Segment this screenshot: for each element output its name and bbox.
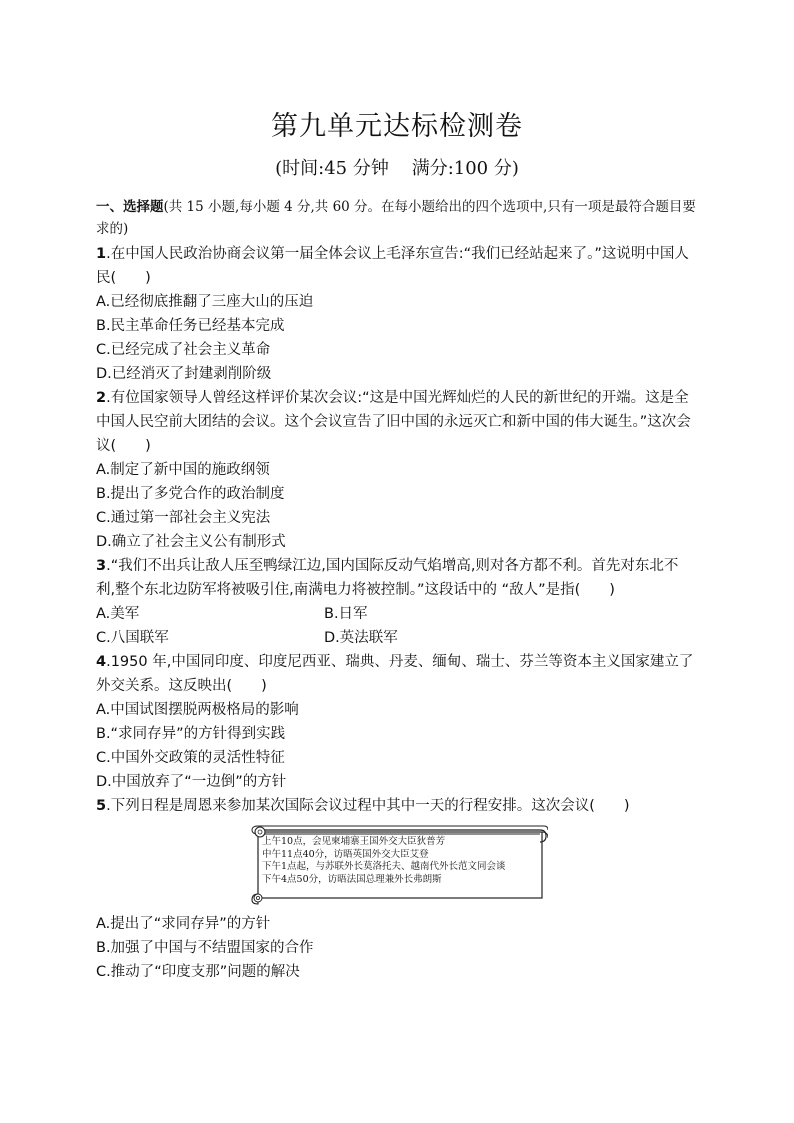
- schedule-scroll: [248, 820, 548, 906]
- question-number: 1: [96, 246, 107, 262]
- schedule-item: 下午1点起，与苏联外长莫洛托夫、越南代外长范文同会谈: [262, 861, 506, 872]
- section-heading: 一、选择题: [96, 199, 164, 215]
- question-text: .“我们不出兵让敌人压至鸭绿江边,国内国际反动气焰增高,则对各方都不利。首先对东北不利,整个东北边防军将被吸引住,南满电力将被控制。”这段话中的 “敌人”是指( ): [96, 558, 679, 598]
- page-title: 第九单元达标检测卷: [271, 111, 523, 142]
- option-d[interactable]: D.英法联军: [324, 630, 398, 646]
- option-b[interactable]: B.日军: [324, 606, 368, 622]
- question-number: 2: [96, 390, 107, 406]
- option-b[interactable]: B.提出了多党合作的政治制度: [96, 486, 285, 502]
- option-a[interactable]: A.制定了新中国的施政纲领: [96, 462, 270, 478]
- options-grid: [96, 602, 696, 650]
- option-a[interactable]: A.美军: [96, 606, 140, 622]
- question-3: [96, 554, 696, 602]
- question-number: 5: [96, 798, 107, 814]
- schedule-list: [262, 836, 546, 886]
- question-text: .下列日程是周恩来参加某次国际会议过程中其中一天的行程安排。这次会议( ): [106, 798, 630, 814]
- schedule-item: 中午11点40分，访晤英国外交大臣艾登: [262, 848, 429, 860]
- question-text: .有位国家领导人曾经这样评价某次会议:“这是中国光辉灿烂的人民的新世纪的开端。这是全中国人民空前大团结的会议。这个会议宣告了旧中国的永远灭亡和新中国的伟大诞生。”这次会议( ): [96, 390, 691, 454]
- option-b[interactable]: B.民主革命任务已经基本完成: [96, 318, 285, 334]
- question-number: 3: [96, 558, 107, 574]
- question-text: .在中国人民政治协商会议第一届全体会议上毛泽东宣告:“我们已经站起来了。”这说明中国人民( ): [96, 246, 689, 286]
- option-a[interactable]: A.已经彻底推翻了三座大山的压迫: [96, 294, 314, 310]
- option-d[interactable]: D.中国放弃了“一边倒”的方针: [96, 774, 287, 790]
- section-header: [96, 196, 696, 240]
- question-1: [96, 242, 696, 290]
- exam-info: (时间:45 分钟 满分:100 分): [275, 158, 519, 179]
- option-c[interactable]: C.已经完成了社会主义革命: [96, 342, 271, 358]
- schedule-item: 下午4点50分，访晤法国总理兼外长弗朗斯: [262, 873, 442, 885]
- option-a[interactable]: A.提出了“求同存异”的方针: [96, 916, 271, 932]
- option-d[interactable]: D.确立了社会主义公有制形式: [96, 534, 286, 550]
- section-instructions: (共 15 小题,每小题 4 分,共 60 分。在每小题给出的四个选项中,只有一项是最符合题目要求的): [96, 199, 696, 237]
- question-number: 4: [96, 654, 107, 670]
- option-a[interactable]: A.中国试图摆脱两极格局的影响: [96, 702, 299, 718]
- question-4: [96, 650, 696, 698]
- option-b[interactable]: B.“求同存异”的方针得到实践: [96, 726, 286, 742]
- option-c[interactable]: C.八国联军: [96, 630, 169, 646]
- option-d[interactable]: D.已经消灭了封建剥削阶级: [96, 366, 272, 382]
- schedule-item: 上午10点，会见柬埔寨王国外交大臣狄普芳: [262, 836, 446, 847]
- option-c[interactable]: C.中国外交政策的灵活性特征: [96, 750, 285, 766]
- question-2: [96, 386, 696, 458]
- option-c[interactable]: C.通过第一部社会主义宪法: [96, 510, 271, 526]
- question-text: .1950 年,中国同印度、印度尼西亚、瑞典、丹麦、缅甸、瑞士、芬兰等资本主义国家建立了外交关系。这反映出( ): [96, 654, 694, 694]
- option-c[interactable]: C.推动了“印度支那”问题的解决: [96, 964, 300, 980]
- option-b[interactable]: B.加强了中国与不结盟国家的合作: [96, 940, 314, 956]
- exam-content: [96, 196, 696, 984]
- question-5: [96, 794, 696, 818]
